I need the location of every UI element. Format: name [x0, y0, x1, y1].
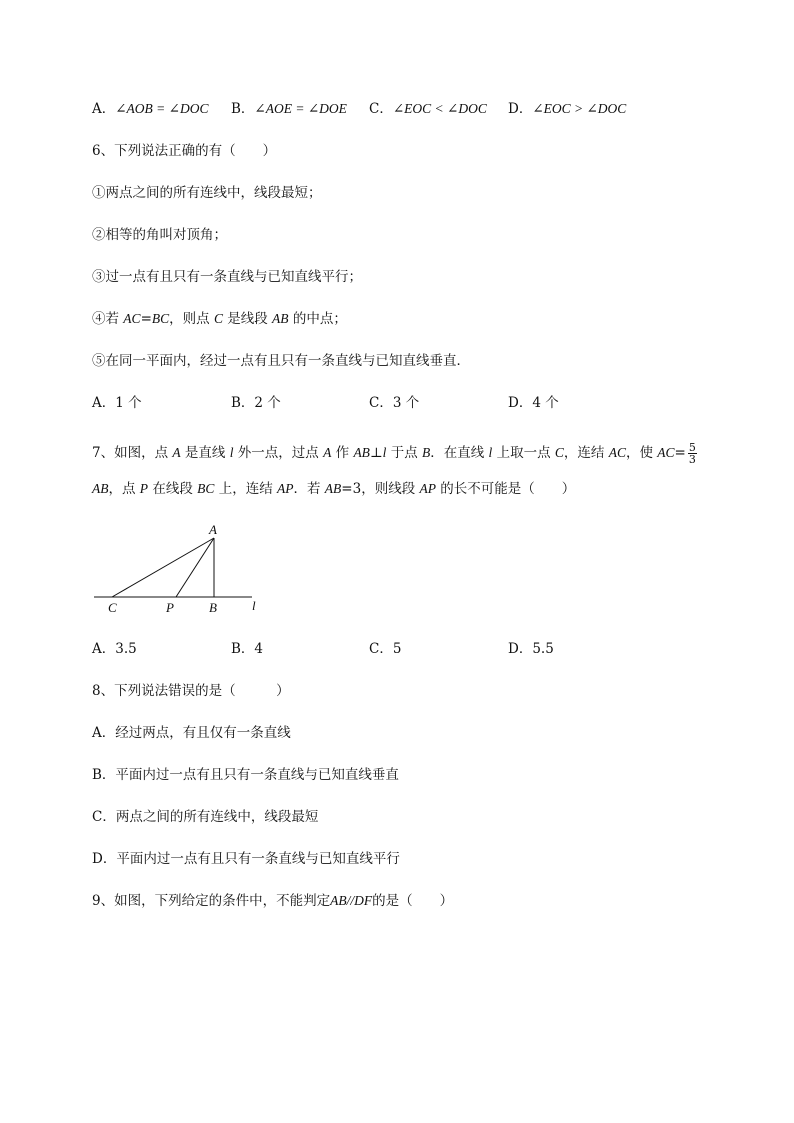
- q6-statement-4: ④若 AC=BC，则点 C 是线段 AB 的中点；: [92, 311, 347, 327]
- label-c: C: [108, 600, 117, 615]
- q7-option-d: D．5.5: [508, 641, 554, 657]
- q6-option-b: B．2 个: [231, 395, 281, 411]
- q7-stem-line-2: AB，点 P 在线段 BC 上，连结 AP．若 AB=3，则线段 AP 的长不可能是（ ）: [92, 481, 576, 497]
- q7-option-a: A．3.5: [92, 641, 137, 657]
- q7-option-b: B．4: [231, 641, 264, 657]
- fraction-five-thirds: $\frac{5}{3}$: [688, 441, 696, 466]
- q6-statement-5: ⑤在同一平面内，经过一点有且只有一条直线与已知直线垂直．: [92, 353, 470, 369]
- q8-option-b: B．平面内过一点有且只有一条直线与已知直线垂直: [92, 767, 399, 783]
- q6-option-c: C．3 个: [369, 395, 420, 411]
- q6-statement-1: ①两点之间的所有连线中，线段最短；: [92, 185, 322, 201]
- label-l: l: [252, 598, 256, 613]
- q8-option-a: A．经过两点，有且仅有一条直线: [92, 725, 291, 741]
- segment-ap: [176, 538, 214, 597]
- q5-option-b: B．∠AOE = ∠DOE: [231, 101, 347, 117]
- segment-ac: [112, 538, 214, 597]
- q7-option-c: C．5: [369, 641, 402, 657]
- q6-statement-2: ②相等的角叫对顶角；: [92, 227, 227, 243]
- q7-geometry-figure: [90, 520, 270, 620]
- q6-option-d: D．4 个: [508, 395, 559, 411]
- q8-stem: 8、下列说法错误的是（ ）: [92, 683, 290, 699]
- q5-option-c: C．∠EOC < ∠DOC: [369, 101, 487, 117]
- q6-option-a: A．1 个: [92, 395, 142, 411]
- q7-stem-line-1: 7、如图，点 A 是直线 l 外一点，过点 A 作 AB⊥l 于点 B．在直线 l 上取一点 C，连结 AC，使 AC= $\frac{5}{3}$: [92, 441, 696, 466]
- q8-option-c: C．两点之间的所有连线中，线段最短: [92, 809, 319, 825]
- label-b: B: [209, 600, 217, 615]
- q9-stem: 9、如图，下列给定的条件中，不能判定AB//DF的是（ ）: [92, 893, 454, 909]
- label-a: A: [209, 522, 217, 537]
- q8-option-d: D．平面内过一点有且只有一条直线与已知直线平行: [92, 851, 400, 867]
- q6-statement-3: ③过一点有且只有一条直线与已知直线平行；: [92, 269, 362, 285]
- q5-option-a: A．∠AOB = ∠DOC: [92, 101, 209, 117]
- q5-option-d: D．∠EOC > ∠DOC: [508, 101, 627, 117]
- label-p: P: [166, 600, 174, 615]
- q6-stem: 6、下列说法正确的有（ ）: [92, 143, 277, 159]
